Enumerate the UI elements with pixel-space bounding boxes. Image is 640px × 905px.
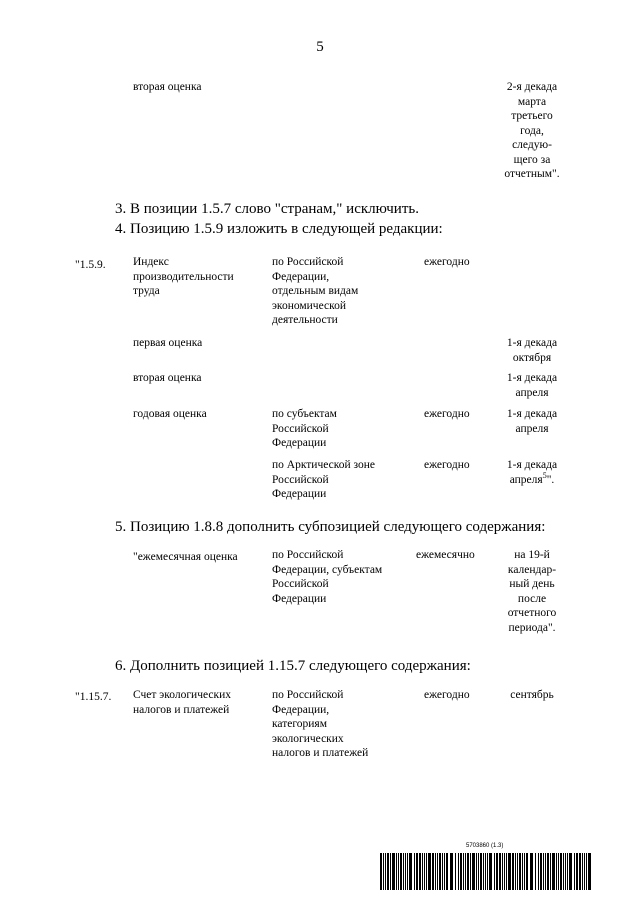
term-cell: 1-я декада апреля xyxy=(506,408,558,435)
closing-quote: ". xyxy=(546,473,555,486)
period-cell: ежегодно xyxy=(424,459,470,471)
amendment-item-6: 6. Дополнить позицией 1.15.7 следующего содержания: xyxy=(115,658,471,674)
term-cell: 2-я декада марта третьего года, следую- щего за отчетным". xyxy=(504,81,560,180)
term-text: 1-я декада апреля xyxy=(506,459,558,486)
assessment-label: "ежемесячная оценка xyxy=(133,551,238,563)
level-cell: по Российской Федерации, категориям экологических налогов и платежей xyxy=(272,689,369,759)
amendment-item-3: 3. В позиции 1.5.7 слово "странам," исключить. xyxy=(115,201,419,217)
position-code: "1.5.9. xyxy=(75,259,106,271)
period-cell: ежемесячно xyxy=(416,549,475,561)
level-cell: по субъектам Российской Федерации xyxy=(272,408,337,449)
assessment-label: вторая оценка xyxy=(133,81,202,93)
level-cell: по Российской Федерации, субъектам Российской Федерации xyxy=(272,549,383,605)
amendment-item-4: 4. Позицию 1.5.9 изложить в следующей редакции: xyxy=(115,221,443,237)
level-cell: по Российской Федерации, отдельным видам экономической деятельности xyxy=(272,256,359,326)
term-cell xyxy=(492,458,572,487)
assessment-label: первая оценка xyxy=(133,337,203,349)
indicator-name: Счет экологических налогов и платежей xyxy=(133,689,231,716)
period-cell: ежегодно xyxy=(424,408,470,420)
assessment-label: вторая оценка xyxy=(133,372,202,384)
period-cell: ежегодно xyxy=(424,689,470,701)
assessment-label: годовая оценка xyxy=(133,408,207,420)
level-cell: по Арктической зоне Российской Федерации xyxy=(272,459,375,500)
term-cell: на 19-й календар- ный день после отчетного периода". xyxy=(507,549,557,634)
amendment-item-5: 5. Позицию 1.8.8 дополнить субпозицией следующего содержания: xyxy=(115,519,546,535)
term-cell: 1-я декада апреля xyxy=(506,372,558,399)
position-code: "1.15.7. xyxy=(75,691,112,703)
page-number: 5 xyxy=(316,39,324,55)
term-cell: 1-я декада октября xyxy=(506,337,558,364)
indicator-name: Индекс производительности труда xyxy=(133,256,234,297)
barcode-number: 5703860 (1.3) xyxy=(466,843,504,849)
period-cell: ежегодно xyxy=(424,256,470,268)
footnote-marker: 5 xyxy=(542,470,547,480)
barcode xyxy=(380,853,592,890)
term-cell: сентябрь xyxy=(510,689,554,701)
